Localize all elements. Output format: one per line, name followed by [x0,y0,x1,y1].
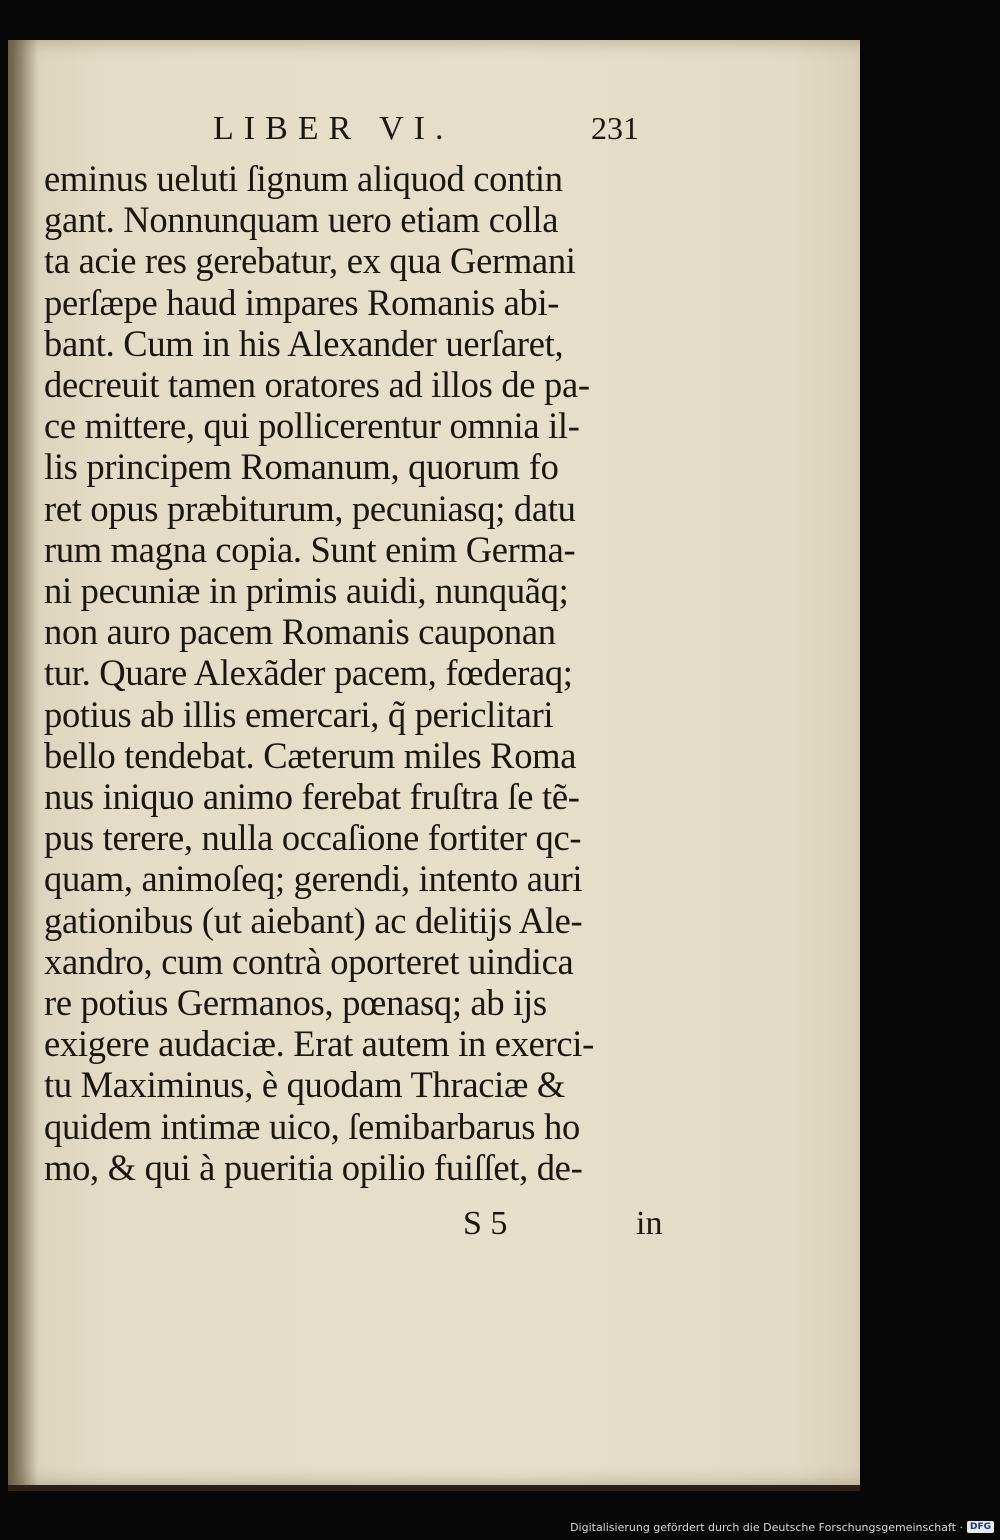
catchword: in [636,1205,663,1242]
text-line: potius ab illis emercari, q̃ periclitari [44,693,554,735]
text-line: ret opus præbiturum, pecuniasq; datu [44,487,576,529]
text-line: non auro pacem Romanis cauponan [44,611,556,653]
text-line: pus terere, nulla occaſione fortiter qc- [44,817,582,859]
text-line: ni pecuniæ in primis auidi, nunquãq; [44,570,569,612]
text-line: tur. Quare Alexãder pacem, fœderaq; [44,652,573,694]
text-line: nus iniquo animo ferebat fruſtra ſe tẽ- [44,776,580,818]
running-head [8,110,860,150]
dfg-logo-icon: DFG [967,1521,994,1533]
page-number: 231 [591,110,639,146]
text-line: xandro, cum contrà oporteret uindica [44,940,574,982]
text-line: exigere audaciæ. Erat autem in exerci- [44,1023,595,1065]
text-line: ce mittere, qui pollicerentur omnia il- [44,405,580,447]
text-line: ta acie res gerebatur, ex qua Germani [44,240,576,282]
signature-mark: S 5 [463,1205,508,1242]
running-head-title: LIBER VI. [213,110,454,147]
text-line: tu Maximinus, è quodam Thraciæ & [44,1064,565,1106]
text-line: decreuit tamen oratores ad illos de pa- [44,364,590,406]
text-line: perſæpe haud impares Romanis abi- [44,281,560,323]
text-line: quam, animoſeq; gerendi, intento auri [44,858,583,900]
text-line: gant. Nonnunquam uero etiam colla [44,199,559,241]
catchline [8,1205,860,1245]
text-line: gationibus (ut aiebant) ac delitijs Ale- [44,899,583,941]
text-line: re potius Germanos, pœnasq; ab ijs [44,982,547,1024]
text-line: rum magna copia. Sunt enim Germa- [44,528,576,570]
text-line: bello tendebat. Cæterum miles Roma [44,734,577,776]
gutter-shadow [8,40,38,1485]
text-line: mo, & qui à pueritia opilio fuiſſet, de- [44,1146,583,1188]
credit-text: Digitalisierung gefördert durch die Deutsche Forschungsgemeinschaft · [570,1520,963,1534]
text-line: bant. Cum in his Alexander uerſaret, [44,322,564,364]
text-line: lis principem Romanum, quorum fo [44,446,559,488]
digitization-credit [570,1516,994,1538]
text-line: eminus ueluti ſignum aliquod contin [44,158,563,199]
book-page [8,40,860,1491]
body-text [44,158,684,1188]
text-line: quidem intimæ uico, ſemibarbarus ho [44,1105,580,1147]
